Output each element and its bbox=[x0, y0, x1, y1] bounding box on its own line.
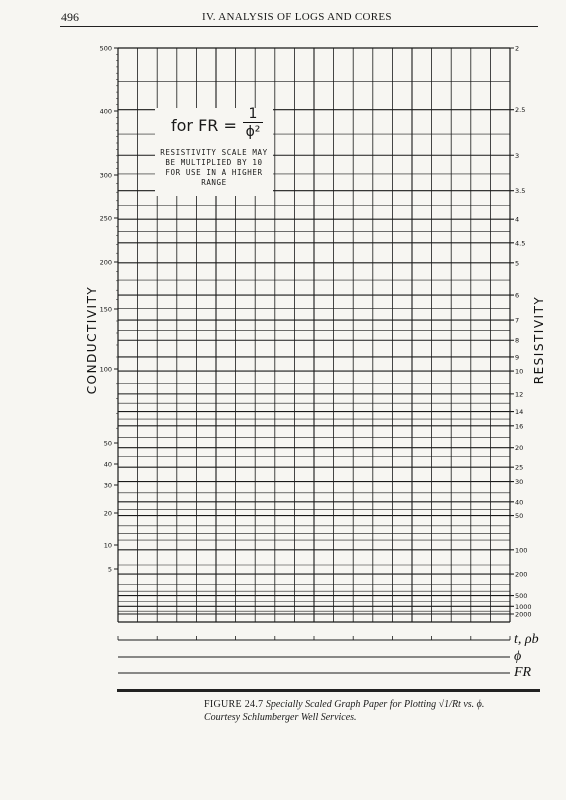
note-line: RESISTIVITY SCALE MAY bbox=[160, 148, 268, 157]
bottom-scales bbox=[118, 632, 539, 680]
resistivity-tick-label: 5 bbox=[515, 259, 520, 268]
resistivity-tick-label: 6 bbox=[515, 291, 520, 300]
resistivity-tick-label: 1000 bbox=[515, 602, 532, 611]
resistivity-tick-label: 2.5 bbox=[515, 106, 526, 115]
bottom-scale-label-fr: FR bbox=[514, 665, 532, 680]
conductivity-tick-label: 50 bbox=[103, 439, 112, 448]
formula-note-box bbox=[155, 108, 273, 196]
conductivity-tick-label: 400 bbox=[99, 107, 112, 116]
resistivity-tick-label: 25 bbox=[515, 463, 524, 472]
formula-numerator: 1 bbox=[243, 106, 263, 123]
figure-title: Specially Scaled Graph Paper for Plotting √1/Rt vs. ϕ. bbox=[265, 699, 485, 710]
resistivity-tick-label: 16 bbox=[515, 422, 524, 431]
formula-denominator: ϕ² bbox=[245, 124, 261, 140]
resistivity-tick-label: 9 bbox=[515, 353, 520, 362]
figure-caption bbox=[204, 698, 534, 724]
conductivity-tick-label: 20 bbox=[103, 509, 112, 518]
resistivity-axis-title: RESISTIVITY bbox=[532, 295, 546, 385]
resistivity-tick-label: 500 bbox=[515, 592, 528, 601]
conductivity-scale bbox=[100, 45, 118, 574]
resistivity-tick-label: 2000 bbox=[515, 610, 532, 619]
formula-fraction bbox=[243, 106, 263, 141]
resistivity-tick-label: 4.5 bbox=[515, 239, 526, 248]
formula-prefix: for FR = bbox=[171, 116, 237, 135]
resistivity-tick-label: 3.5 bbox=[515, 187, 526, 196]
note-line: RANGE bbox=[201, 178, 227, 187]
note-line: BE MULTIPLIED BY 10 bbox=[165, 158, 263, 167]
resistivity-tick-label: 3 bbox=[515, 151, 520, 160]
conductivity-tick-label: 500 bbox=[99, 44, 112, 53]
conductivity-tick-label: 150 bbox=[99, 305, 112, 314]
resistivity-tick-label: 50 bbox=[515, 512, 524, 521]
conductivity-tick-label: 5 bbox=[107, 565, 112, 574]
caption-rule bbox=[117, 689, 540, 692]
conductivity-tick-label: 100 bbox=[99, 365, 112, 374]
resistivity-tick-label: 7 bbox=[515, 316, 520, 325]
resistivity-tick-label: 4 bbox=[515, 215, 520, 224]
page-number: 496 bbox=[61, 10, 79, 24]
resistivity-tick-label: 40 bbox=[515, 498, 524, 507]
resistivity-tick-label: 8 bbox=[515, 336, 520, 345]
resistivity-tick-label: 10 bbox=[515, 367, 524, 376]
figure-label: FIGURE 24.7 bbox=[204, 699, 264, 710]
resistivity-tick-label: 30 bbox=[515, 478, 524, 487]
conductivity-axis-title: CONDUCTIVITY bbox=[85, 285, 99, 395]
resistivity-tick-label: 20 bbox=[515, 444, 524, 453]
conductivity-tick-label: 200 bbox=[99, 258, 112, 267]
bottom-scale-label-t-rhob: t, ρb bbox=[514, 632, 539, 647]
conductivity-tick-label: 10 bbox=[103, 541, 112, 550]
resistivity-tick-label: 14 bbox=[515, 408, 524, 417]
running-head: IV. ANALYSIS OF LOGS AND CORES bbox=[202, 11, 392, 23]
resistivity-scale-note bbox=[155, 148, 273, 188]
conductivity-tick-label: 250 bbox=[99, 214, 112, 223]
figure-credit: Courtesy Schlumberger Well Services. bbox=[204, 712, 357, 723]
resistivity-tick-label: 200 bbox=[515, 570, 528, 579]
conductivity-tick-label: 30 bbox=[103, 481, 112, 490]
resistivity-tick-label: 100 bbox=[515, 546, 528, 555]
note-line: FOR USE IN A HIGHER bbox=[165, 168, 263, 177]
conductivity-tick-label: 300 bbox=[99, 171, 112, 180]
resistivity-scale bbox=[515, 45, 532, 619]
resistivity-tick-label: 2 bbox=[515, 44, 520, 53]
bottom-scale-label-phi: ϕ bbox=[514, 649, 522, 664]
conductivity-tick-label: 40 bbox=[103, 460, 112, 469]
fr-formula bbox=[155, 108, 273, 144]
resistivity-tick-label: 12 bbox=[515, 390, 524, 399]
